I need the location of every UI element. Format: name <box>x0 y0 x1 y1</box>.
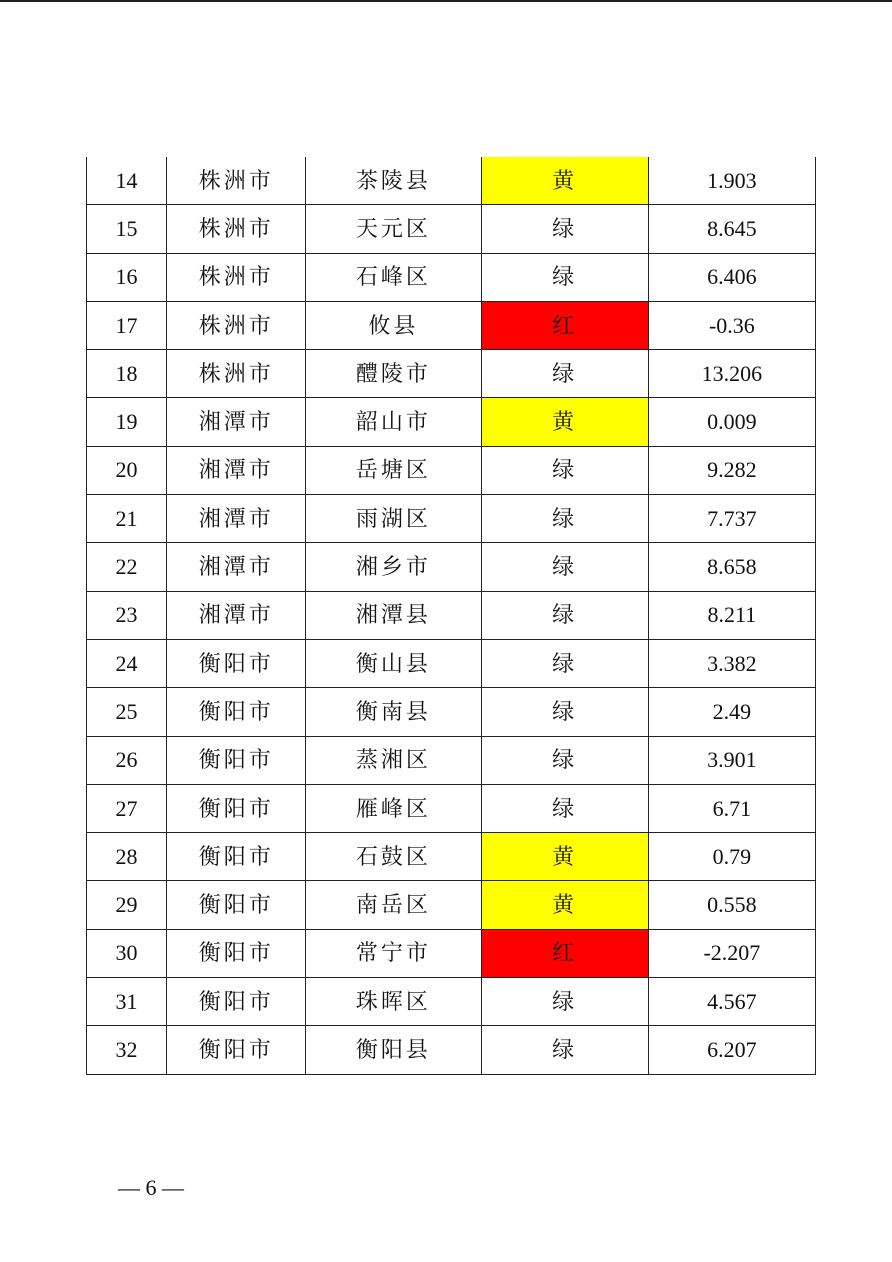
table-row <box>87 157 816 205</box>
table-row <box>87 543 816 591</box>
table-row <box>87 495 816 543</box>
county-cell: 石峰区 <box>306 253 481 301</box>
level-cell: 红 <box>481 929 648 977</box>
county-cell: 常宁市 <box>306 929 481 977</box>
city-cell: 湘潭市 <box>167 398 306 446</box>
city-cell: 湘潭市 <box>167 495 306 543</box>
row-number: 21 <box>87 495 167 543</box>
table-row <box>87 978 816 1026</box>
row-number: 19 <box>87 398 167 446</box>
city-cell: 衡阳市 <box>167 736 306 784</box>
value-cell: 8.658 <box>648 543 815 591</box>
value-cell: 9.282 <box>648 446 815 494</box>
table-row <box>87 205 816 253</box>
value-cell: 6.207 <box>648 1026 815 1074</box>
city-cell: 衡阳市 <box>167 978 306 1026</box>
value-cell: 8.645 <box>648 205 815 253</box>
table-row <box>87 350 816 398</box>
value-cell: 3.901 <box>648 736 815 784</box>
row-number: 27 <box>87 784 167 832</box>
row-number: 22 <box>87 543 167 591</box>
value-cell: 0.009 <box>648 398 815 446</box>
row-number: 24 <box>87 639 167 687</box>
row-number: 15 <box>87 205 167 253</box>
value-cell: 3.382 <box>648 639 815 687</box>
level-cell: 绿 <box>481 1026 648 1074</box>
value-cell: 7.737 <box>648 495 815 543</box>
table-row <box>87 446 816 494</box>
table-row <box>87 833 816 881</box>
county-cell: 湘乡市 <box>306 543 481 591</box>
county-cell: 衡山县 <box>306 639 481 687</box>
row-number: 26 <box>87 736 167 784</box>
city-cell: 株洲市 <box>167 350 306 398</box>
row-number: 16 <box>87 253 167 301</box>
level-cell: 黄 <box>481 833 648 881</box>
page-number: — 6 — <box>118 1175 184 1200</box>
value-cell: 2.49 <box>648 688 815 736</box>
county-cell: 岳塘区 <box>306 446 481 494</box>
level-cell: 绿 <box>481 495 648 543</box>
value-cell: 1.903 <box>648 157 815 205</box>
row-number: 17 <box>87 301 167 349</box>
county-cell: 衡南县 <box>306 688 481 736</box>
level-cell: 绿 <box>481 591 648 639</box>
level-cell: 绿 <box>481 784 648 832</box>
value-cell: 6.406 <box>648 253 815 301</box>
county-cell: 茶陵县 <box>306 157 481 205</box>
county-cell: 韶山市 <box>306 398 481 446</box>
table-row <box>87 253 816 301</box>
city-cell: 株洲市 <box>167 205 306 253</box>
row-number: 30 <box>87 929 167 977</box>
table-row <box>87 881 816 929</box>
row-number: 25 <box>87 688 167 736</box>
table-row <box>87 591 816 639</box>
value-cell: 4.567 <box>648 978 815 1026</box>
value-cell: 0.558 <box>648 881 815 929</box>
county-cell: 雁峰区 <box>306 784 481 832</box>
level-cell: 绿 <box>481 350 648 398</box>
county-cell: 石鼓区 <box>306 833 481 881</box>
level-cell: 绿 <box>481 688 648 736</box>
city-cell: 衡阳市 <box>167 639 306 687</box>
county-cell: 天元区 <box>306 205 481 253</box>
level-cell: 绿 <box>481 639 648 687</box>
county-rating-table <box>86 157 816 1075</box>
city-cell: 衡阳市 <box>167 929 306 977</box>
city-cell: 衡阳市 <box>167 784 306 832</box>
value-cell: 8.211 <box>648 591 815 639</box>
county-cell: 南岳区 <box>306 881 481 929</box>
top-border-line <box>0 0 892 2</box>
row-number: 28 <box>87 833 167 881</box>
level-cell: 绿 <box>481 736 648 784</box>
row-number: 18 <box>87 350 167 398</box>
city-cell: 衡阳市 <box>167 1026 306 1074</box>
table-row <box>87 784 816 832</box>
city-cell: 衡阳市 <box>167 688 306 736</box>
county-cell: 衡阳县 <box>306 1026 481 1074</box>
level-cell: 黄 <box>481 157 648 205</box>
value-cell: 13.206 <box>648 350 815 398</box>
level-cell: 黄 <box>481 881 648 929</box>
city-cell: 衡阳市 <box>167 833 306 881</box>
county-cell: 攸县 <box>306 301 481 349</box>
row-number: 20 <box>87 446 167 494</box>
city-cell: 湘潭市 <box>167 543 306 591</box>
data-table <box>86 157 816 1075</box>
city-cell: 株洲市 <box>167 253 306 301</box>
table-row <box>87 1026 816 1074</box>
row-number: 14 <box>87 157 167 205</box>
row-number: 29 <box>87 881 167 929</box>
value-cell: 6.71 <box>648 784 815 832</box>
county-cell: 醴陵市 <box>306 350 481 398</box>
level-cell: 绿 <box>481 978 648 1026</box>
table-row <box>87 736 816 784</box>
county-cell: 雨湖区 <box>306 495 481 543</box>
county-cell: 珠晖区 <box>306 978 481 1026</box>
value-cell: -2.207 <box>648 929 815 977</box>
level-cell: 黄 <box>481 398 648 446</box>
city-cell: 株洲市 <box>167 157 306 205</box>
row-number: 32 <box>87 1026 167 1074</box>
level-cell: 绿 <box>481 446 648 494</box>
city-cell: 株洲市 <box>167 301 306 349</box>
table-row <box>87 688 816 736</box>
county-cell: 蒸湘区 <box>306 736 481 784</box>
row-number: 23 <box>87 591 167 639</box>
city-cell: 湘潭市 <box>167 446 306 494</box>
row-number: 31 <box>87 978 167 1026</box>
table-row <box>87 929 816 977</box>
city-cell: 衡阳市 <box>167 881 306 929</box>
level-cell: 绿 <box>481 543 648 591</box>
level-cell: 绿 <box>481 253 648 301</box>
level-cell: 绿 <box>481 205 648 253</box>
city-cell: 湘潭市 <box>167 591 306 639</box>
value-cell: -0.36 <box>648 301 815 349</box>
table-body <box>87 157 816 1074</box>
table-row <box>87 639 816 687</box>
value-cell: 0.79 <box>648 833 815 881</box>
table-row <box>87 398 816 446</box>
county-cell: 湘潭县 <box>306 591 481 639</box>
level-cell: 红 <box>481 301 648 349</box>
table-row <box>87 301 816 349</box>
